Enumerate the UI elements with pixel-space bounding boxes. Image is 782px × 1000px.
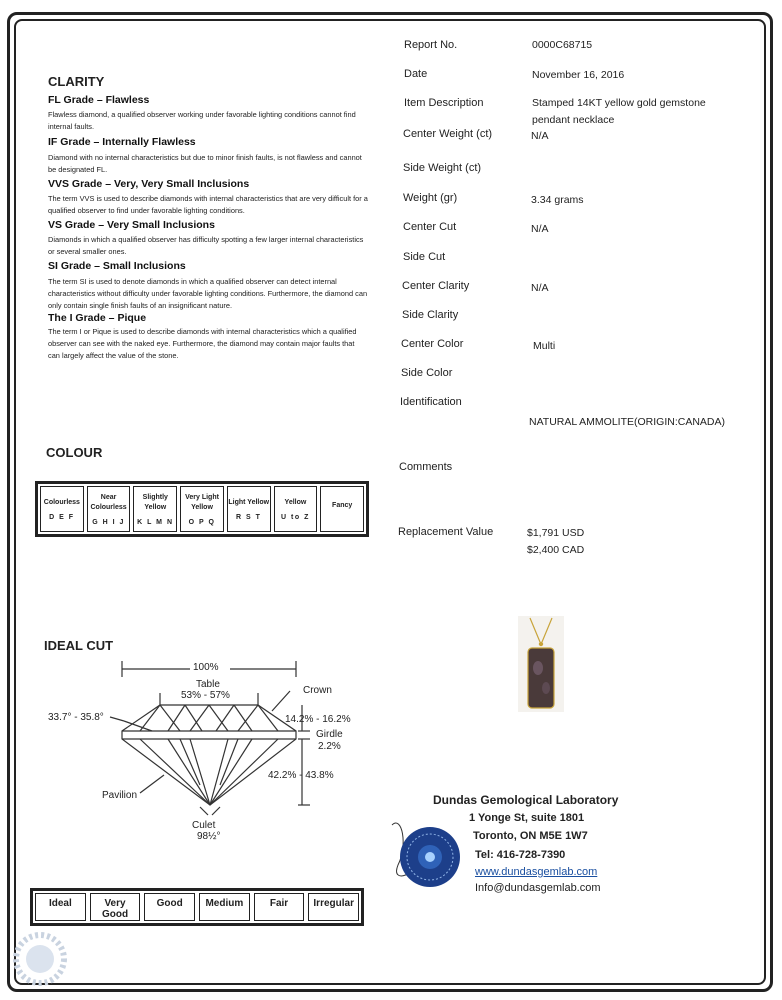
lab-address-1: 1 Yonge St, suite 1801 bbox=[469, 812, 585, 824]
center-clarity-label: Center Clarity bbox=[402, 280, 470, 292]
pendant-photo bbox=[518, 616, 564, 712]
cut-grade-cell: Good bbox=[144, 893, 195, 921]
colour-grades: O P Q bbox=[188, 518, 216, 526]
side-weight-label: Side Weight (ct) bbox=[403, 162, 482, 174]
girdle-value: 2.2% bbox=[318, 741, 341, 752]
lab-website-link[interactable]: www.dundasgemlab.com bbox=[475, 866, 598, 878]
colour-label: Near Colourless bbox=[90, 493, 127, 511]
weight-label: Weight (gr) bbox=[403, 192, 458, 204]
crown-angle: 33.7° - 35.8° bbox=[48, 712, 104, 723]
culet-value: 98½° bbox=[197, 831, 221, 842]
center-weight-value: N/A bbox=[531, 130, 549, 142]
colour-label: Very Light Yellow bbox=[185, 493, 219, 511]
auction-watermark-logo bbox=[6, 925, 106, 995]
replacement-cad: $2,400 CAD bbox=[527, 544, 585, 556]
identification-value: NATURAL AMMOLITE(ORIGIN:CANADA) bbox=[529, 416, 726, 428]
clarity-heading: CLARITY bbox=[48, 74, 105, 89]
total-width-label: 100% bbox=[193, 662, 219, 673]
cut-grade-table bbox=[30, 888, 364, 926]
colour-cell bbox=[87, 486, 131, 532]
colour-grades: K L M N bbox=[137, 518, 174, 526]
colour-grades: G H I J bbox=[92, 518, 125, 526]
table-label: Table bbox=[196, 679, 220, 690]
cut-grade-cell: Fair bbox=[254, 893, 305, 921]
cut-grade-cell: Very Good bbox=[90, 893, 141, 921]
grade-text-vvs: The term VVS is used to describe diamonds with internal characteristics that are very difficult for a qualified observer to find under favorable lighting conditions. bbox=[48, 194, 368, 215]
item-description-label: Item Description bbox=[404, 97, 484, 109]
colour-grades: D E F bbox=[49, 513, 75, 521]
identification-label: Identification bbox=[400, 396, 462, 408]
report-no-value: 0000C68715 bbox=[532, 39, 593, 51]
grade-title-vs: VS Grade – Very Small Inclusions bbox=[48, 219, 215, 231]
grade-title-vvs: VVS Grade – Very, Very Small Inclusions bbox=[48, 178, 250, 190]
center-color-label: Center Color bbox=[401, 338, 464, 350]
replacement-usd: $1,791 USD bbox=[527, 527, 585, 539]
ideal-cut-heading: IDEAL CUT bbox=[44, 638, 114, 653]
grade-text-vs: Diamonds in which a qualified observer has difficulty spotting a few larger internal characteristics or several smaller ones. bbox=[48, 235, 364, 256]
grade-title-if: IF Grade – Internally Flawless bbox=[48, 136, 196, 148]
crown-label: Crown bbox=[303, 685, 332, 696]
replacement-value-label: Replacement Value bbox=[398, 526, 494, 538]
side-color-label: Side Color bbox=[401, 367, 453, 379]
center-weight-label: Center Weight (ct) bbox=[403, 128, 493, 140]
cut-grade-cell: Irregular bbox=[308, 893, 359, 921]
pavilion-label: Pavilion bbox=[102, 790, 138, 801]
colour-label: Light Yellow bbox=[228, 498, 270, 506]
colour-label: Slightly Yellow bbox=[142, 493, 168, 511]
center-cut-value: N/A bbox=[531, 223, 549, 235]
lab-address-2: Toronto, ON M5E 1W7 bbox=[473, 830, 588, 842]
grade-text-fl: Flawless diamond, a qualified observer working under favorable lighting conditions cannot find internal faults. bbox=[48, 110, 356, 131]
grade-title-si: SI Grade – Small Inclusions bbox=[48, 260, 186, 272]
date-value: November 16, 2016 bbox=[532, 69, 625, 81]
culet-label: Culet bbox=[192, 820, 216, 831]
colour-label: Yellow bbox=[284, 498, 307, 506]
colour-grades: U to Z bbox=[281, 513, 310, 521]
grade-title-i: The I Grade – Pique bbox=[48, 312, 147, 324]
grade-text-if: Diamond with no internal characteristics but due to minor finish faults, is not flawless and cannot be designated FL. bbox=[48, 153, 362, 174]
grade-text-i: The term I or Pique is used to describe diamonds with internal characteristics which a qualified observer can see with the naked eye. Furthermore, the diamond may contain major faults that can largely affect the value of the stone. bbox=[48, 327, 357, 360]
cut-grade-cell: Medium bbox=[199, 893, 250, 921]
colour-grades: R S T bbox=[236, 513, 262, 521]
grade-title-fl: FL Grade – Flawless bbox=[48, 94, 150, 106]
grade-text-si: The term SI is used to denote diamonds in which a qualified observer can detect internal characteristics without difficulty under favorable lighting conditions. Furthermore, the diamond can only contain single finish faults of an insignificant nature. bbox=[48, 277, 368, 310]
side-cut-label: Side Cut bbox=[403, 251, 446, 263]
date-label: Date bbox=[404, 68, 428, 80]
lab-email: Info@dundasgemlab.com bbox=[475, 882, 601, 894]
table-range: 53% - 57% bbox=[181, 690, 230, 701]
center-color-value: Multi bbox=[533, 340, 556, 352]
pavilion-depth: 42.2% - 43.8% bbox=[268, 770, 334, 781]
center-clarity-value: N/A bbox=[531, 282, 549, 294]
colour-label: Colourless bbox=[43, 498, 80, 506]
lab-phone: Tel: 416-728-7390 bbox=[475, 849, 566, 861]
report-no-label: Report No. bbox=[404, 39, 458, 51]
colour-heading: COLOUR bbox=[46, 445, 103, 460]
crown-height: 14.2% - 16.2% bbox=[285, 714, 351, 725]
colour-cell bbox=[320, 486, 364, 532]
side-clarity-label: Side Clarity bbox=[402, 309, 459, 321]
center-cut-label: Center Cut bbox=[403, 221, 457, 233]
colour-cell bbox=[180, 486, 224, 532]
weight-value: 3.34 grams bbox=[531, 194, 584, 206]
lab-name: Dundas Gemological Laboratory bbox=[433, 793, 619, 807]
colour-label: Fancy bbox=[332, 502, 353, 509]
colour-cell bbox=[227, 486, 271, 532]
cut-grade-cell: Ideal bbox=[35, 893, 86, 921]
comments-label: Comments bbox=[399, 461, 453, 473]
colour-scale-table bbox=[35, 481, 369, 537]
colour-cell bbox=[40, 486, 84, 532]
item-description-value: Stamped 14KT yellow gold gemstone pendant necklace bbox=[532, 97, 706, 126]
hologram-seal bbox=[378, 805, 470, 897]
girdle-label: Girdle bbox=[316, 729, 343, 740]
colour-cell bbox=[274, 486, 318, 532]
colour-cell bbox=[133, 486, 177, 532]
